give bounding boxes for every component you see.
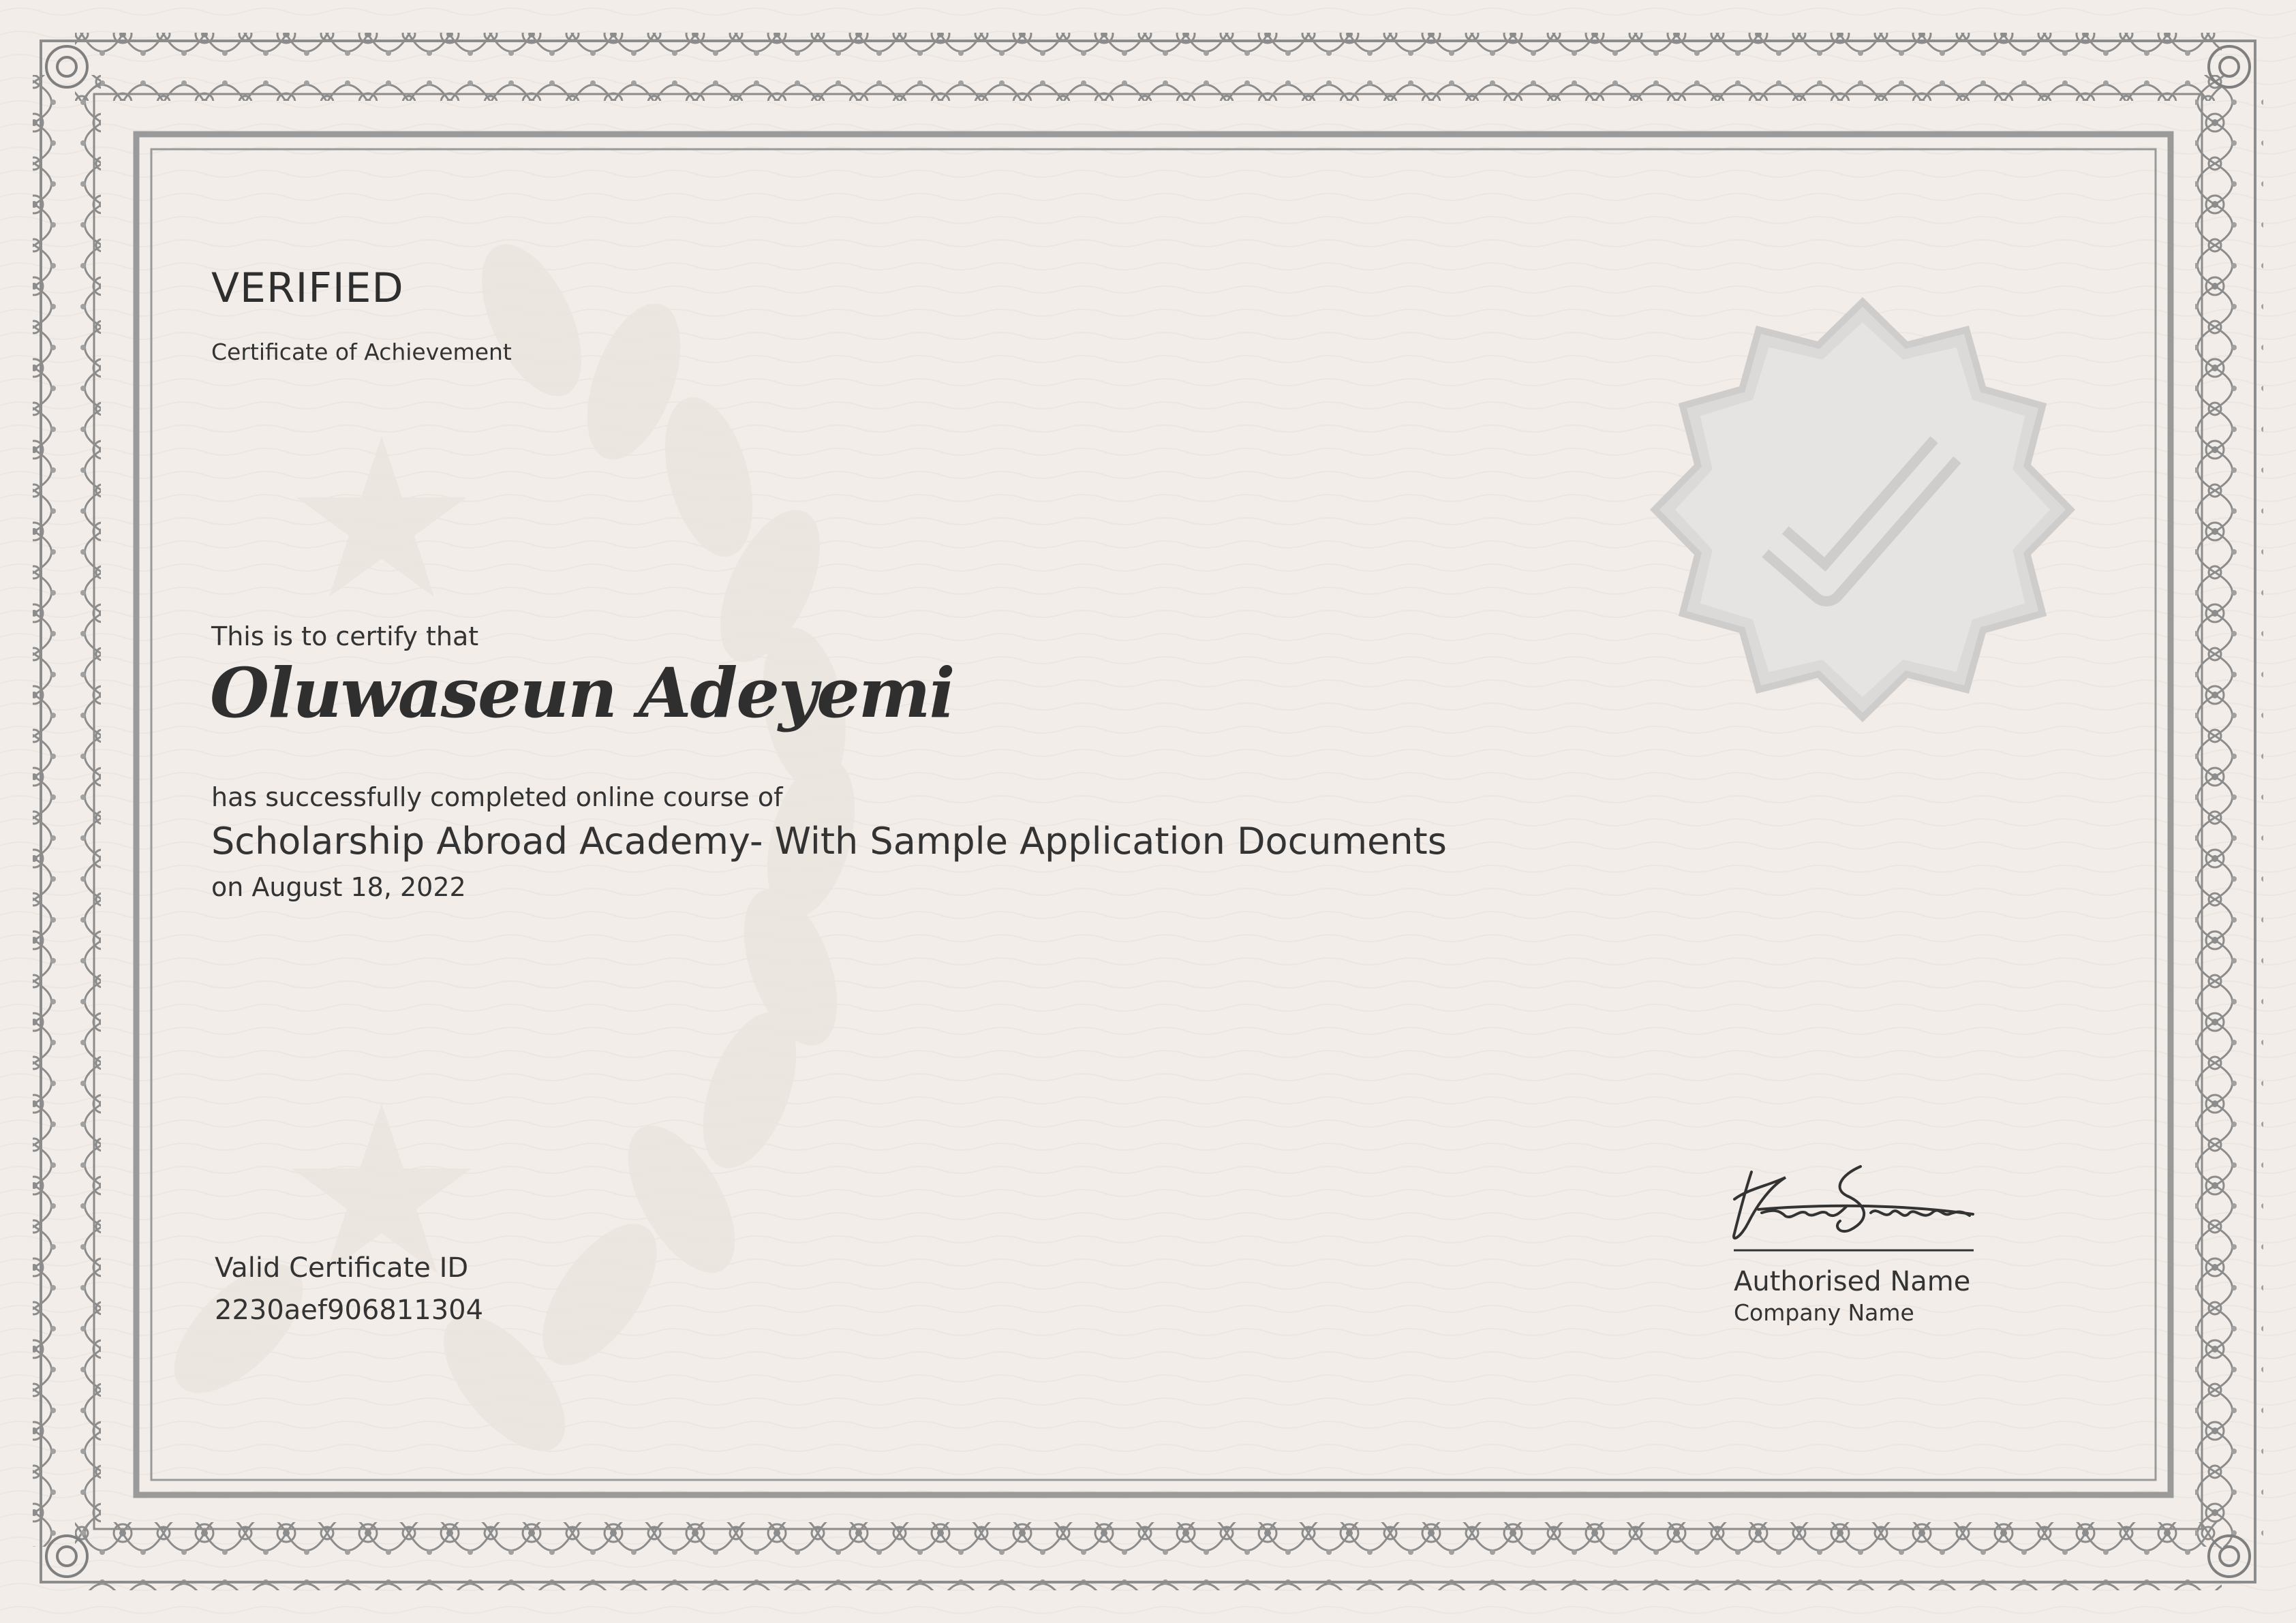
certificate-id-value: 2230aef906811304 — [215, 1295, 484, 1326]
certify-text: This is to certify that — [211, 621, 479, 651]
recipient-name: Oluwaseun Adeyemi — [210, 653, 954, 733]
course-title: Scholarship Abroad Academy- With Sample Application Documents — [211, 820, 1447, 863]
certificate-heading: VERIFIED — [211, 264, 404, 312]
completion-date: on August 18, 2022 — [211, 872, 466, 902]
authorised-name: Authorised Name — [1734, 1266, 1971, 1297]
certificate-id-label: Valid Certificate ID — [215, 1252, 469, 1284]
company-name: Company Name — [1734, 1299, 1914, 1326]
certificate-subheading: Certificate of Achievement — [211, 339, 512, 365]
completion-text: has successfully completed online course of — [211, 782, 783, 812]
